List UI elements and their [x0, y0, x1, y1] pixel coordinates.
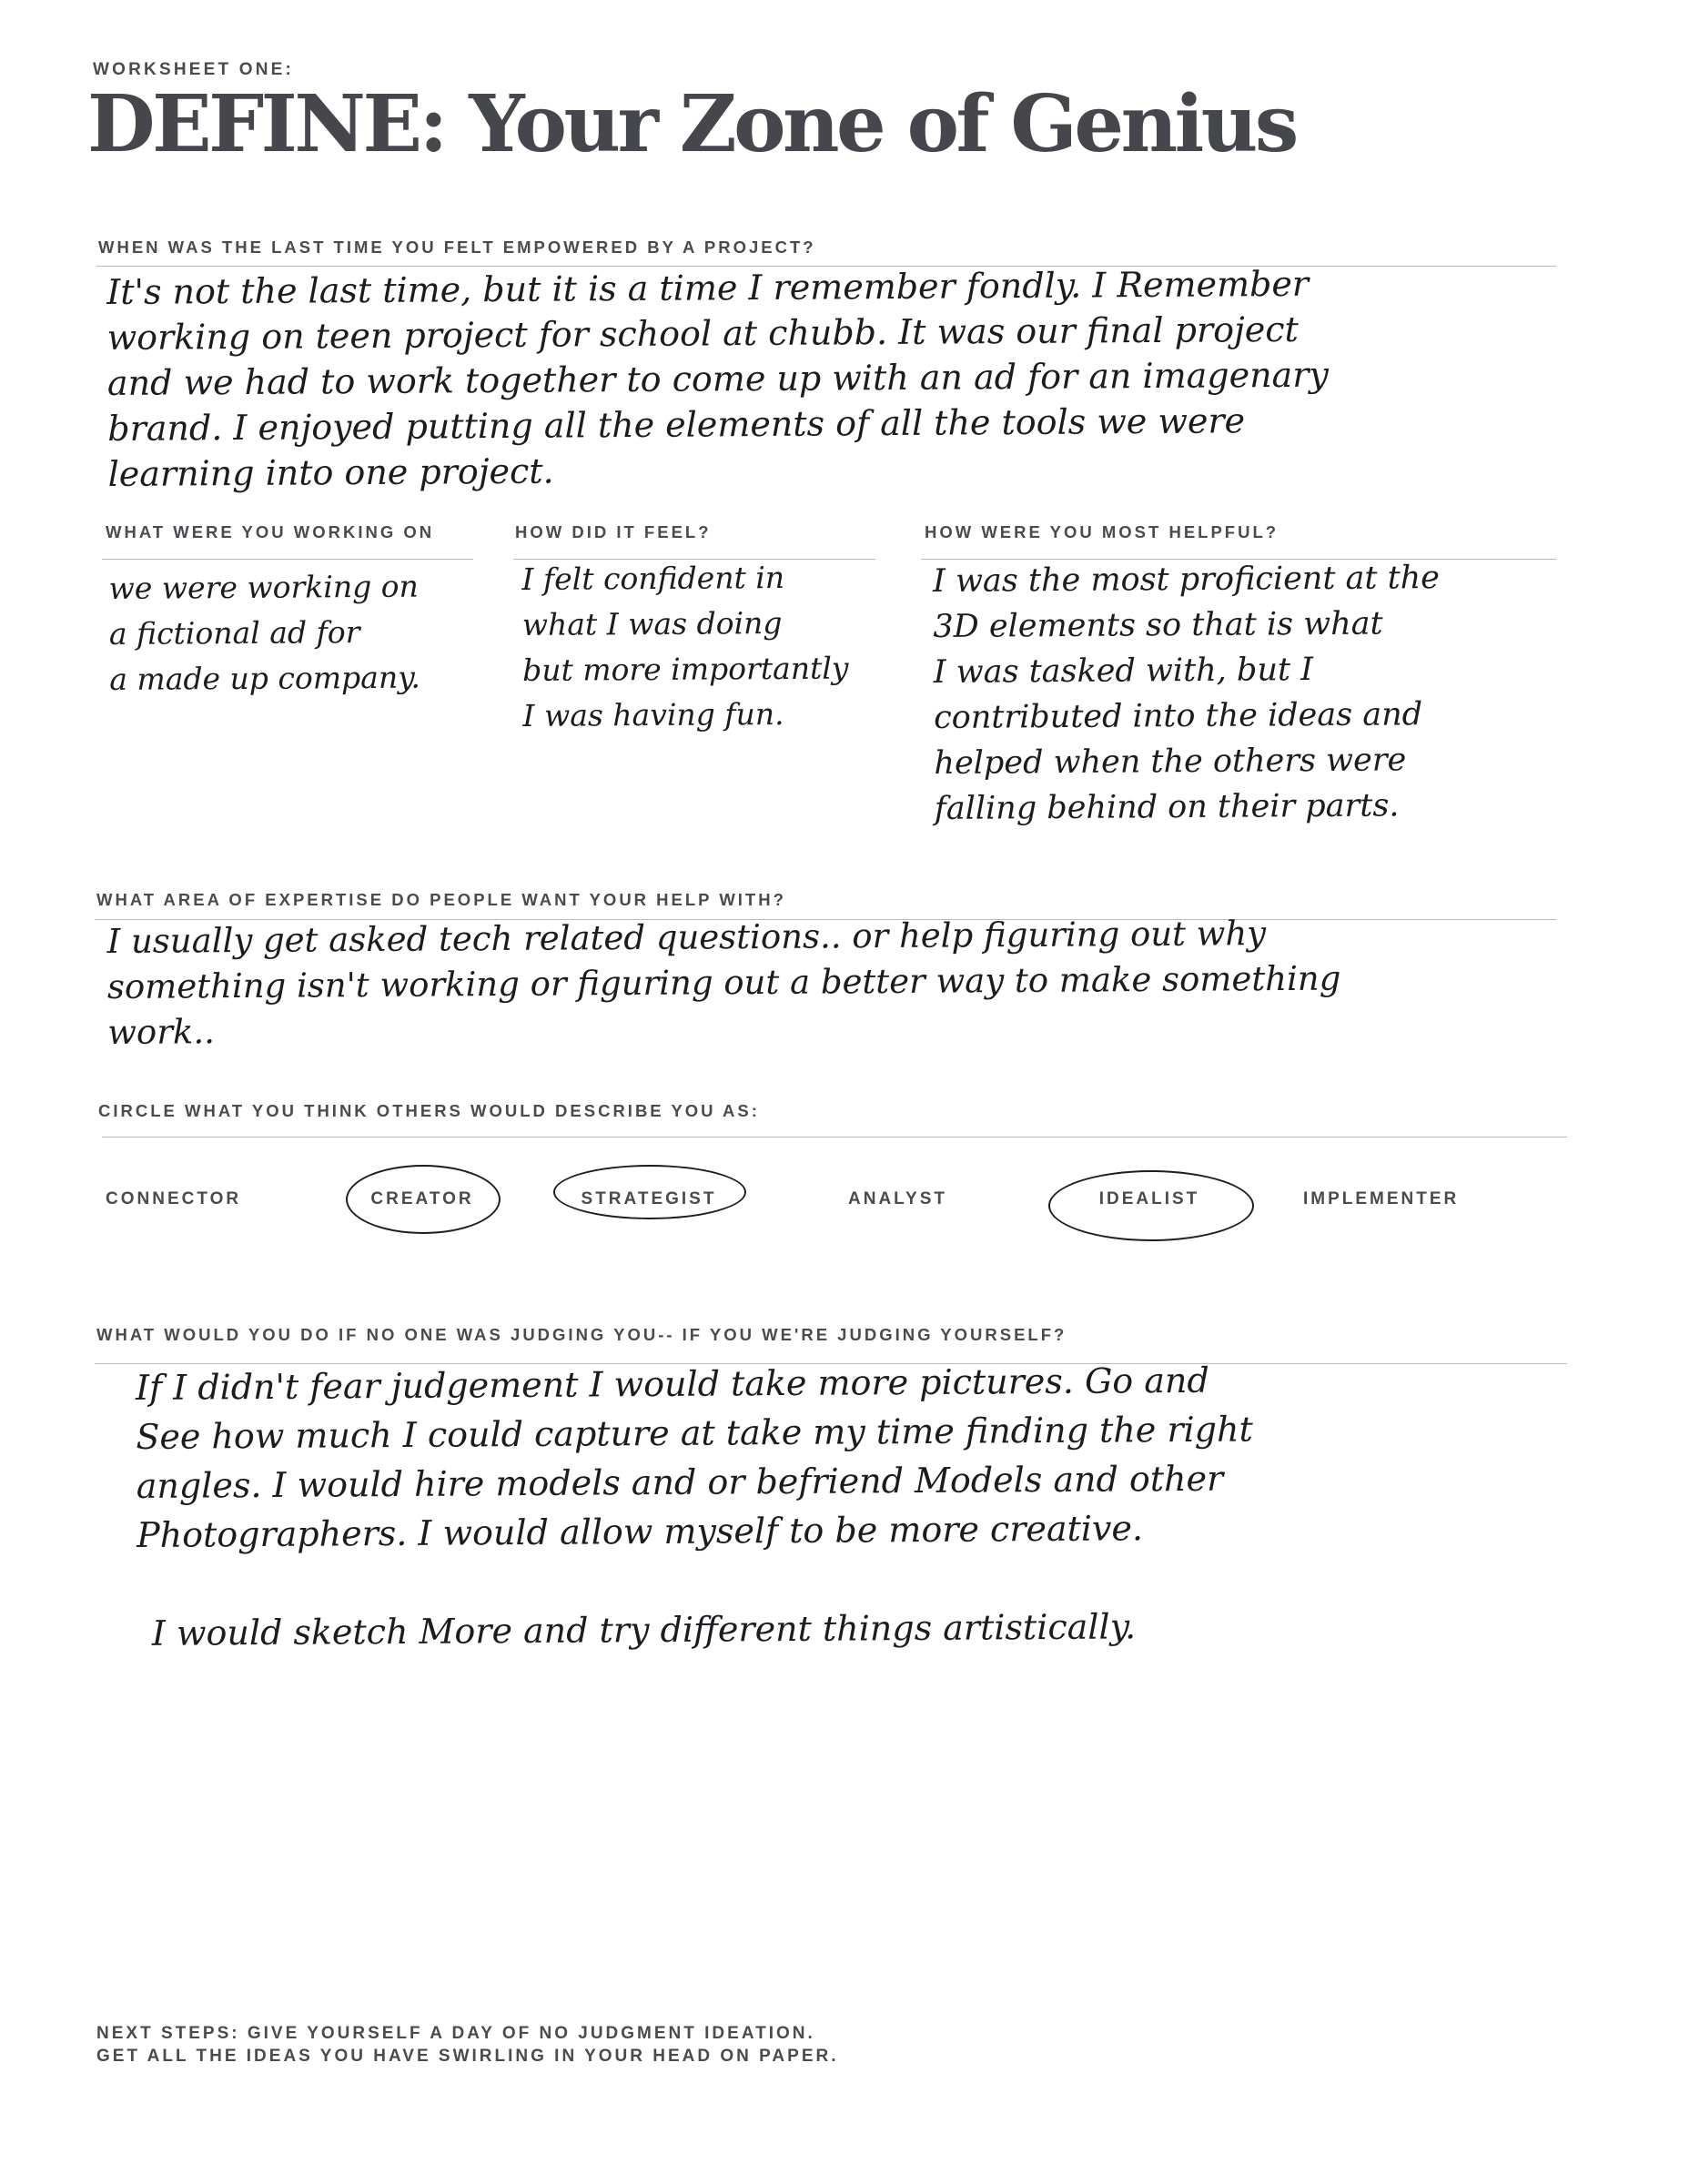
answer-line: angles. I would hire models and or befriend Models and other — [136, 1458, 1224, 1507]
answer-line: work.. — [107, 1012, 216, 1052]
answer-helpful[interactable] — [933, 562, 1441, 839]
answer-line: a fictional ad for — [108, 614, 360, 652]
answer-line: we were working on — [108, 568, 419, 607]
answer-empowered[interactable] — [106, 263, 1330, 502]
answer-line: Photographers. I would allow myself to be more creative. — [136, 1508, 1144, 1555]
answer-line: falling behind on their parts. — [934, 787, 1400, 827]
question-feel-label: HOW DID IT FEEL? — [515, 522, 712, 541]
question-working-on-label: WHAT WERE YOU WORKING ON — [106, 522, 435, 541]
answer-line: and we had to work together to come up with an ad for an imagenary — [106, 354, 1330, 403]
option-creator[interactable]: CREATOR — [370, 1189, 474, 1208]
answer-line: but more importantly — [521, 650, 849, 688]
answer-line: working on teen project for school at chubb. It was our final project — [106, 308, 1299, 359]
option-connector[interactable]: CONNECTOR — [106, 1189, 242, 1208]
answer-line: I was having fun. — [522, 695, 784, 733]
answer-expertise[interactable] — [106, 916, 1340, 1061]
answer-line: See how much I could capture at take my time finding the right — [136, 1409, 1253, 1458]
question-describe-rule — [102, 1137, 1567, 1138]
question-describe-label: CIRCLE WHAT YOU THINK OTHERS WOULD DESCRIBE YOU AS: — [98, 1101, 760, 1120]
answer-line: I felt confident in — [521, 559, 785, 598]
answer-line: a made up company. — [109, 659, 421, 697]
question-empowered-label: WHEN WAS THE LAST TIME YOU FELT EMPOWERED BY A PROJECT? — [98, 238, 816, 257]
answer-working-on[interactable] — [108, 568, 421, 710]
answer-line: I was the most proficient at the — [932, 560, 1441, 601]
answer-line: brand. I enjoyed putting all the elements of all the tools we were — [107, 400, 1246, 449]
option-strategist[interactable]: STRATEGIST — [581, 1189, 717, 1208]
question-working-on-rule — [102, 559, 473, 560]
answer-line: I would sketch More and try different things artistically. — [151, 1606, 1137, 1653]
worksheet-kicker: WORKSHEET ONE: — [93, 60, 295, 79]
answer-line: It's not the last time, but it is a time I remember fondly. I Remember — [106, 263, 1310, 313]
answer-line: If I didn't fear judgement I would take more pictures. Go and — [135, 1360, 1209, 1409]
page-title: DEFINE: Your Zone of Genius — [87, 78, 1296, 170]
option-implementer[interactable]: IMPLEMENTER — [1303, 1189, 1460, 1208]
answer-line: something isn't working or figuring out a better way to make something — [106, 958, 1341, 1006]
option-idealist[interactable]: IDEALIST — [1098, 1189, 1200, 1208]
next-steps — [96, 2022, 839, 2068]
answer-line: I usually get asked tech related questions.. or help figuring out why — [106, 914, 1267, 962]
answer-line: helped when the others were — [934, 742, 1407, 782]
answer-line: what I was doing — [521, 605, 783, 643]
answer-no-judging[interactable] — [136, 1362, 1255, 1665]
option-analyst[interactable]: ANALYST — [848, 1189, 947, 1208]
next-steps-line: GET ALL THE IDEAS YOU HAVE SWIRLING IN YOUR HEAD ON PAPER. — [96, 2047, 839, 2066]
answer-line: learning into one project. — [107, 450, 554, 494]
question-helpful-label: HOW WERE YOU MOST HELPFUL? — [925, 522, 1279, 541]
answer-line: I was tasked with, but I — [933, 652, 1314, 692]
question-no-judging-label: WHAT WOULD YOU DO IF NO ONE WAS JUDGING YOU-- IF YOU WE'RE JUDGING YOURSELF? — [96, 1325, 1067, 1344]
question-helpful-rule — [921, 559, 1556, 560]
next-steps-line: NEXT STEPS: GIVE YOURSELF A DAY OF NO JUDGMENT IDEATION. — [96, 2024, 815, 2043]
question-expertise-label: WHAT AREA OF EXPERTISE DO PEOPLE WANT YOUR HELP WITH? — [96, 890, 786, 909]
answer-line: contributed into the ideas and — [933, 696, 1423, 736]
answer-feel[interactable] — [521, 559, 849, 746]
answer-line: 3D elements so that is what — [933, 605, 1383, 646]
